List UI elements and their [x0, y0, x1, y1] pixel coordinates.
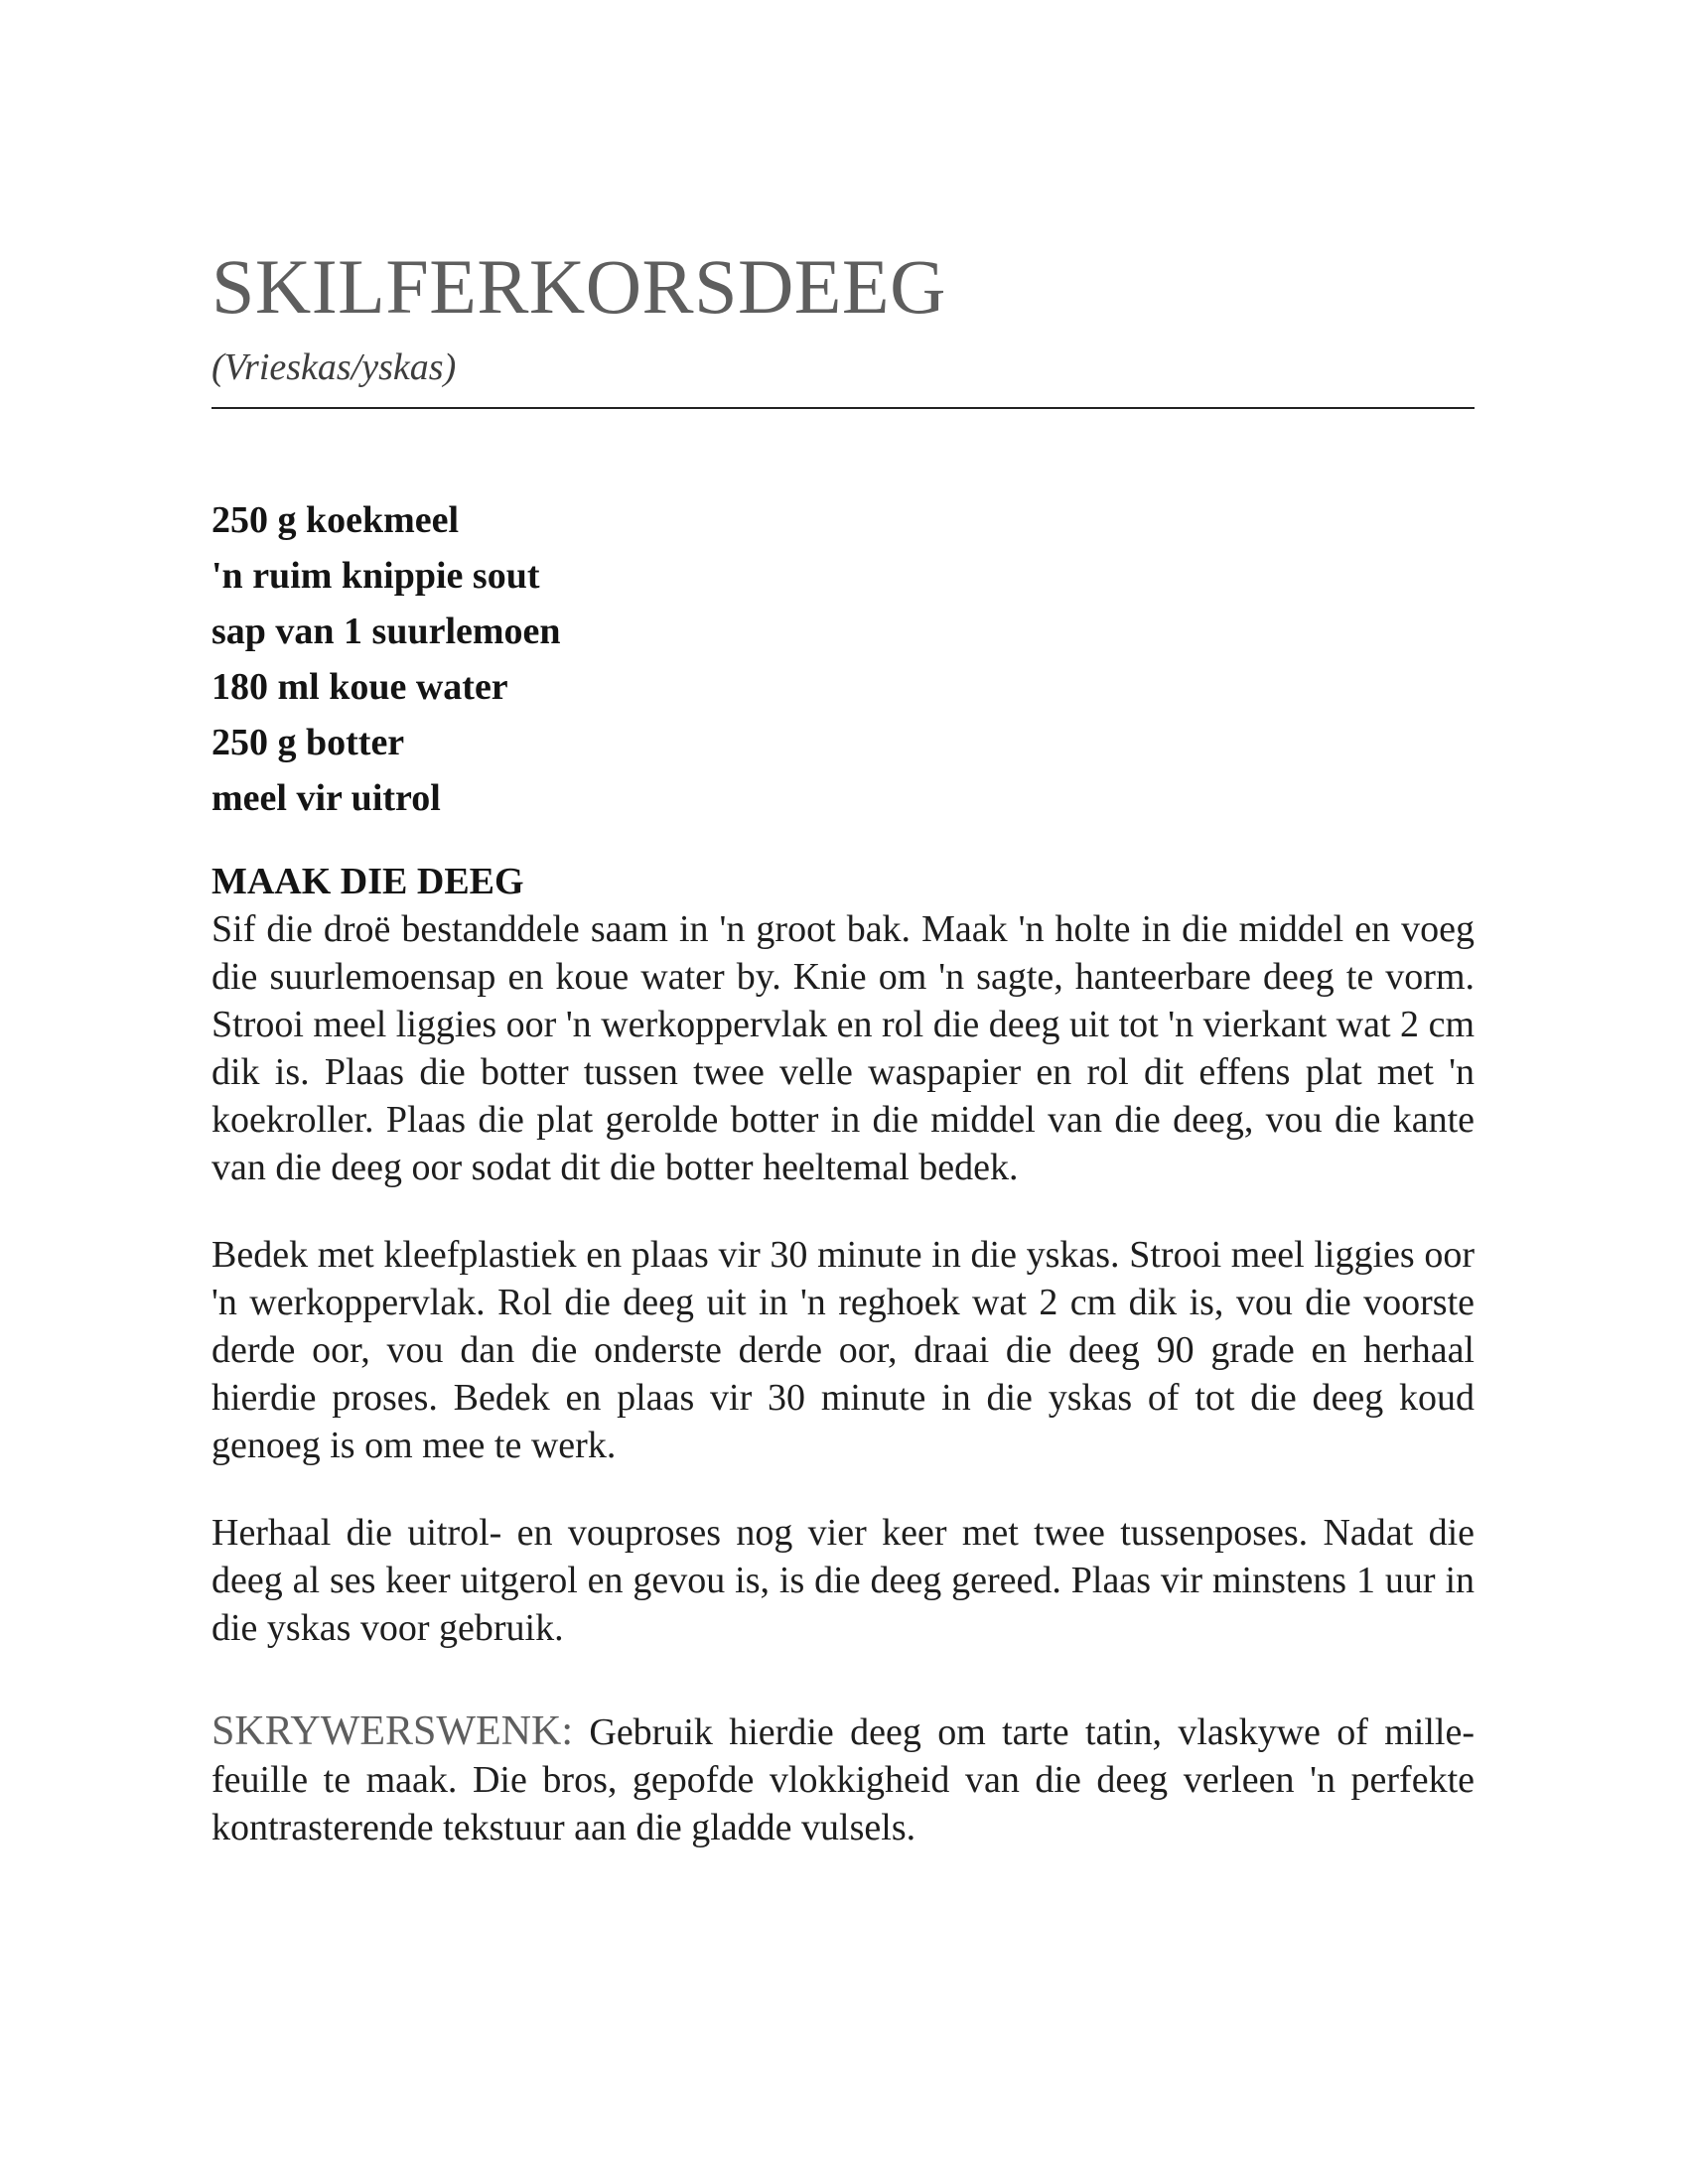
ingredient-item: sap van 1 suurlemoen — [211, 610, 561, 652]
author-tip — [211, 1707, 1475, 1851]
recipe-subtitle: (Vrieskas/yskas) — [211, 346, 457, 388]
ingredient-item: 250 g botter — [211, 721, 405, 763]
recipe-title: SKILFERKORSDEEG — [211, 243, 946, 330]
ingredient-item: 180 ml koue water — [211, 665, 508, 708]
ingredient-item: 'n ruim knippie sout — [211, 554, 540, 597]
recipe-page — [211, 243, 1475, 1889]
ingredient-item: meel vir uitrol — [211, 776, 441, 819]
method-paragraph: Bedek met kleefplastiek en plaas vir 30 minute in die yskas. Strooi meel liggies oor 'n werkoppervlak. Rol die deeg uit in 'n reghoek wat 2 cm dik is, vou die voorste derde oor, vou dan die onderste derde oor, draai die deeg 90 grade en herhaal hierdie proses. Bedek en plaas vir 30 minute in die yskas of tot die deeg koud genoeg is om mee te werk. — [211, 1233, 1475, 1466]
author-tip-text: Gebruik hierdie deeg om tarte tatin, vlaskywe of mille-feuille te maak. Die bros, gepofde vlokkigheid van die deeg verleen 'n perfekte kontrasterende tekstuur aan die gladde vulsels. — [211, 1710, 1475, 1848]
method-paragraph: Sif die droë bestanddele saam in 'n groot bak. Maak 'n holte in die middel en voeg die suurlemoensap en koue water by. Knie om 'n sagte, hanteerbare deeg te vorm. Strooi meel liggies oor 'n werkoppervlak en rol die deeg uit tot 'n vierkant wat 2 cm dik is. Plaas die botter tussen twee velle waspapier en rol dit effens plat met 'n koekroller. Plaas die plat gerolde botter in die middel van die deeg, vou die kante van die deeg oor sodat dit die botter heeltemal bedek. — [211, 907, 1475, 1188]
method-paragraph: Herhaal die uitrol- en vouproses nog vier keer met twee tussenposes. Nadat die deeg al ses keer uitgerol en gevou is, is die deeg gereed. Plaas vir minstens 1 uur in die yskas voor gebruik. — [211, 1511, 1475, 1649]
ingredient-item: 250 g koekmeel — [211, 498, 460, 541]
author-tip-label: SKRYWERSWENK: — [211, 1707, 574, 1754]
method-heading: MAAK DIE DEEG — [211, 860, 524, 902]
ingredient-list — [211, 492, 1475, 826]
title-divider — [211, 407, 1475, 409]
